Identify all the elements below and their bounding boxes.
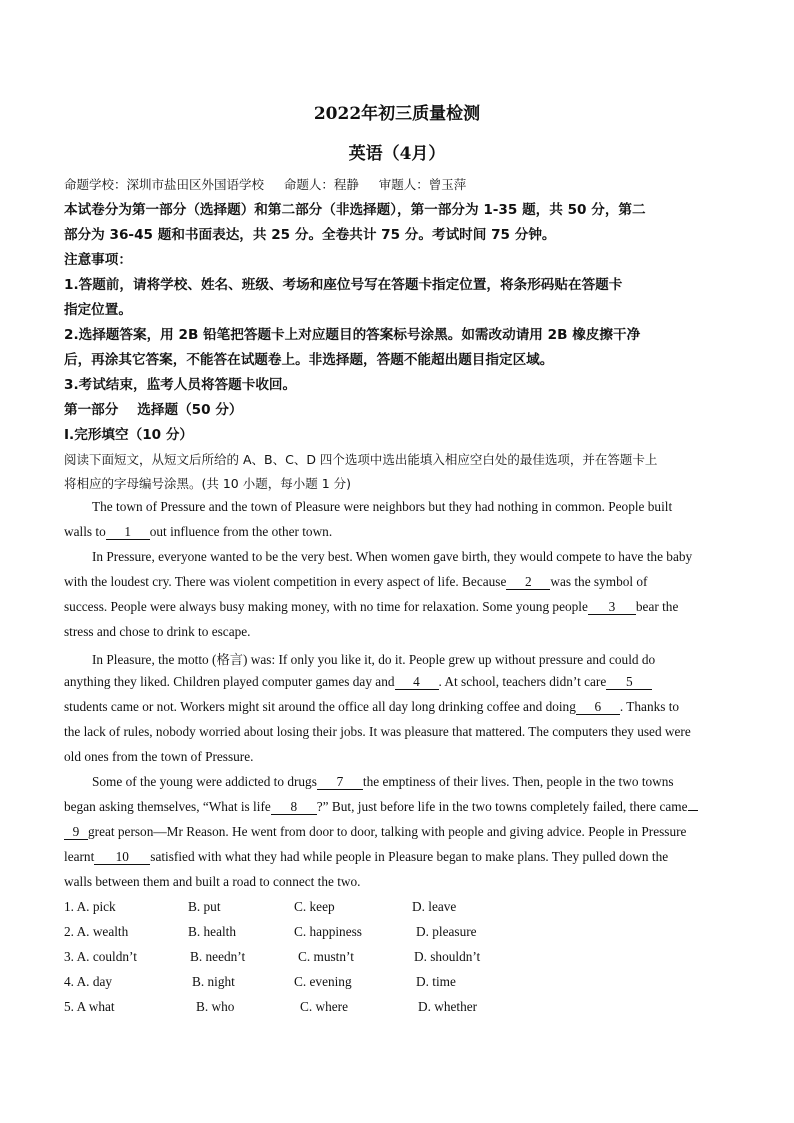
passage-line: stress and chose to drink to escape. <box>64 624 251 639</box>
question-4-option-b: B. night <box>192 974 235 989</box>
blank-1: 1 <box>106 524 150 540</box>
passage-line: success. People were always busy making money, with no time for relaxation. Some young people 3 bear the <box>64 599 679 614</box>
blank-6: 6 <box>576 699 620 715</box>
note-3: 3.考试结束，监考人员将答题卡收回。 <box>64 377 297 393</box>
passage-line: students came or not. Workers might sit around the office all day long drinking coffee and doing 6 . Thanks to <box>64 699 680 714</box>
question-1-option-c: C. keep <box>294 899 335 914</box>
instruction-line-1: 阅读下面短文，从短文后所给的 A、B、C、D 四个选项中选出能填入相应空白处的最佳选项，并在答题卡上 <box>64 452 658 467</box>
passage-line: learnt 10 satisfied with what they had while people in Pleasure began to make plans. They pulled down the <box>64 849 669 864</box>
question-2-option-a: 2. A. wealth <box>64 924 129 939</box>
passage-line: walls between them and built a road to connect the two. <box>64 874 361 889</box>
question-2-option-b: B. health <box>188 924 237 939</box>
question-5-option-a: 5. A what <box>64 999 115 1014</box>
blank-2: 2 <box>506 574 550 590</box>
question-1-option-b: B. put <box>188 899 221 914</box>
note-1a: 1.答题前，请将学校、姓名、班级、考场和座位号写在答题卡指定位置，将条形码贴在答题卡 <box>64 277 623 293</box>
blank-4: 4 <box>395 674 439 690</box>
passage-line: old ones from the town of Pressure. <box>64 749 254 764</box>
blank-10: 10 <box>94 849 150 865</box>
passage-line: walls to 1 out influence from the other town. <box>64 524 333 539</box>
blank-8: 8 <box>271 799 317 815</box>
question-1-option-a: 1. A. pick <box>64 899 116 914</box>
intro-line-1: 本试卷分为第一部分（选择题）和第二部分（非选择题），第一部分为 1-35 题，共 50 分，第二 <box>64 202 646 218</box>
instruction-line-2: 将相应的字母编号涂黑。(共 10 小题，每小题 1 分) <box>64 476 352 491</box>
note-2a: 2.选择题答案，用 2B 铅笔把答题卡上对应题目的答案标号涂黑。如需改动请用 2B 橡皮擦干净 <box>64 327 641 343</box>
question-3-option-a: 3. A. couldn’t <box>64 949 137 964</box>
part1-heading: 第一部分 选择题（50 分） <box>64 402 243 418</box>
question-4-option-c: C. evening <box>294 974 352 989</box>
question-2-option-c: C. happiness <box>294 924 362 939</box>
passage-line: with the loudest cry. There was violent competition in every aspect of life. Because 2 was the symbol of <box>64 574 648 589</box>
exam-subtitle: 英语（4月） <box>348 144 446 164</box>
question-4-option-d: D. time <box>416 974 456 989</box>
blank-5: 5 <box>606 674 652 690</box>
blank-9: 9 <box>64 824 88 840</box>
passage-line: Some of the young were addicted to drugs 7 the emptiness of their lives. Then, people in the two towns <box>92 774 674 789</box>
question-4-option-a: 4. A. day <box>64 974 113 989</box>
question-5-option-d: D. whether <box>418 999 478 1014</box>
passage-line: In Pressure, everyone wanted to be the very best. When women gave birth, they would compete to have the baby <box>92 549 693 564</box>
intro-line-2: 部分为 36-45 题和书面表达，共 25 分。全卷共计 75 分。考试时间 75 分钟。 <box>64 227 556 243</box>
exam-credits: 命题学校：深圳市盐田区外国语学校 命题人：程静 审题人：曾玉萍 <box>64 177 467 192</box>
passage-line: anything they liked. Children played computer games day and 4 . At school, teachers didn’t care 5 <box>64 674 734 690</box>
passage-line: The town of Pressure and the town of Pleasure were neighbors but they had nothing in common. People built <box>92 499 673 514</box>
passage-line: 9 great person—Mr Reason. He went from door to door, talking with people and giving advice. People in Pressure <box>64 824 734 840</box>
blank-3: 3 <box>588 599 636 615</box>
question-1-option-d: D. leave <box>412 899 457 914</box>
exam-title: 2022年初三质量检测 <box>313 104 481 124</box>
blank-7: 7 <box>317 774 363 790</box>
question-2-option-d: D. pleasure <box>416 924 477 939</box>
note-2b: 后，再涂其它答案，不能答在试题卷上。非选择题，答题不能超出题目指定区域。 <box>64 352 554 368</box>
question-5-option-b: B. who <box>196 999 235 1014</box>
passage-line: began asking themselves, “What is life 8 ?” But, just before life in the two towns completely failed, there came <box>64 799 734 815</box>
passage-line: the lack of rules, nobody worried about losing their jobs. It was pleasure that mattered. The computers they used were <box>64 724 691 739</box>
question-5-option-c: C. where <box>300 999 348 1014</box>
cloze-section-heading: Ⅰ.完形填空（10 分） <box>64 427 194 443</box>
notes-heading: 注意事项： <box>64 252 132 268</box>
question-3-option-c: C. mustn’t <box>298 949 354 964</box>
question-3-option-b: B. needn’t <box>190 949 246 964</box>
note-1b: 指定位置。 <box>64 302 132 318</box>
passage-line: In Pleasure, the motto (格言) was: If only you like it, do it. People grew up without pressure and could do <box>92 652 656 667</box>
question-3-option-d: D. shouldn’t <box>414 949 481 964</box>
